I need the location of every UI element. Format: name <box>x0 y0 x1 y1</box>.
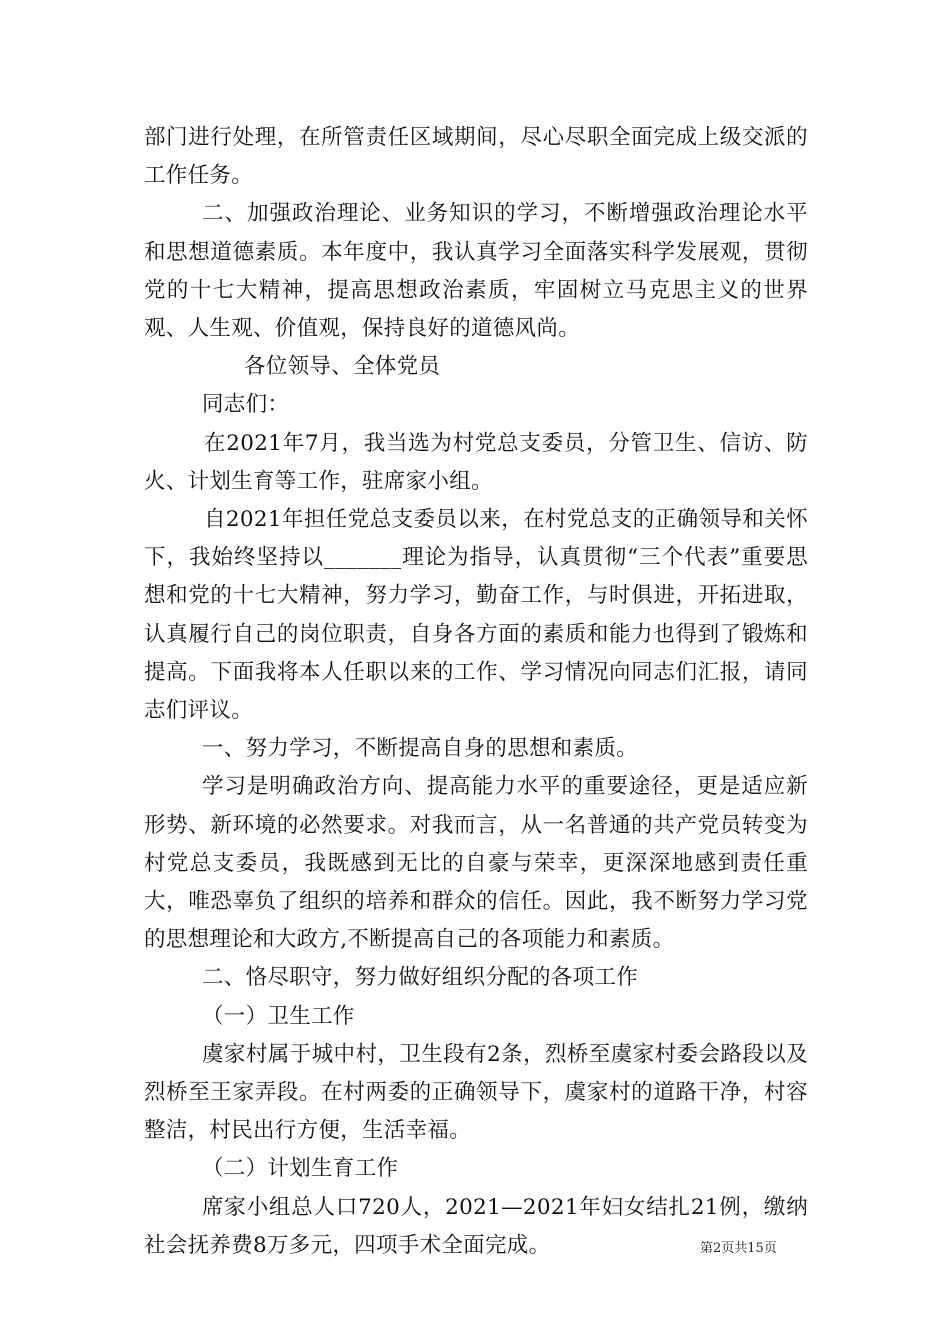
heading-sanitation: （一）卫生工作 <box>202 1003 355 1029</box>
heading-section-one: 一、努力学习，不断提高自身的思想和素质。 <box>202 736 639 762</box>
salutation-comrades: 同志们： <box>202 392 290 418</box>
page-number: 第2页共15页 <box>700 1241 777 1256</box>
paragraph-family-planning: 席家小组总人口720人，2021—2021年妇女结扎21例，缴纳社会抚养费8万多元，四项手术全面完成。 <box>144 1194 808 1258</box>
paragraph-election: 在2021年7月，我当选为村党总支委员，分管卫生、信访、防火、计划生育等工作，驻席家小组。 <box>144 430 808 494</box>
paragraph-study-politics: 二、加强政治理论、业务知识的学习，不断增强政治理论水平和思想道德素质。本年度中，我认真学习全面落实科学发展观，贯彻党的十七大精神，提高思想政治素质，牢固树立马克思主义的世界观、人生观、价值观，保持良好的道德风尚。 <box>144 201 808 342</box>
heading-family-planning: （二）计划生育工作 <box>202 1156 399 1182</box>
paragraph-sanitation: 虞家村属于城中村，卫生段有2条，烈桥至虞家村委会路段以及烈桥至王家弄段。在村两委的正确领导下，虞家村的道路干净，村容整洁，村民出行方便，生活幸福。 <box>144 1041 808 1144</box>
document-body <box>144 119 808 1265</box>
salutation-leaders: 各位领导、全体党员 <box>244 354 441 380</box>
paragraph-since-2021: 自2021年担任党总支委员以来，在村党总支的正确领导和关怀下，我始终坚持以_______理论为指导，认真贯彻“三个代表”重要思想和党的十七大精神，努力学习，勤奋工作，与时俱进，开拓进取，认真履行自己的岗位职责，自身各方面的素质和能力也得到了锻炼和提高。下面我将本人任职以来的工作、学习情况向同志们汇报，请同志们评议。 <box>144 507 808 724</box>
heading-section-two: 二、恪尽职守，努力做好组织分配的各项工作 <box>202 965 639 991</box>
paragraph-continuation: 部门进行处理，在所管责任区域期间，尽心尽职全面完成上级交派的工作任务。 <box>144 125 808 189</box>
paragraph-learning: 学习是明确政治方向、提高能力水平的重要途径，更是适应新形势、新环境的必然要求。对我而言，从一名普通的共产党员转变为村党总支委员，我既感到无比的自豪与荣幸，更深深地感到责任重大，唯恐辜负了组织的培养和群众的信任。因此，我不断努力学习党的思想理论和大政方,不断提高自己的各项能力和素质。 <box>144 774 808 953</box>
